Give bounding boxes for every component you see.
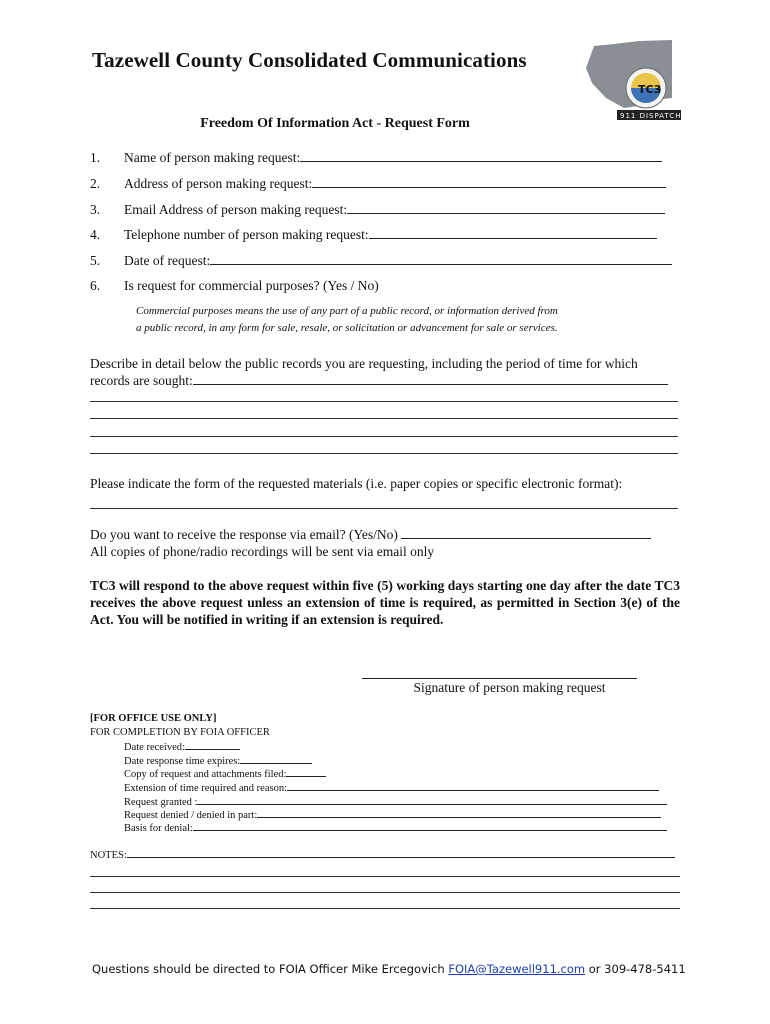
- office-date-expires: Date response time expires:: [124, 754, 312, 767]
- logo-caption: 911 DISPATCH: [620, 112, 682, 120]
- office-use-subheading: FOR COMPLETION BY FOIA OFFICER: [90, 727, 270, 738]
- field-name: 1. Name of person making request:: [90, 150, 662, 166]
- field-telephone: 4. Telephone number of person making request:: [90, 227, 657, 243]
- footer-contact: Questions should be directed to FOIA Officer Mike Ercegovich FOIA@Tazewell911.com or 309-478-5411: [92, 962, 686, 976]
- address-input-line[interactable]: [312, 176, 666, 188]
- recordings-note: All copies of phone/radio recordings will be sent via email only: [90, 544, 435, 559]
- notes-line[interactable]: [90, 908, 680, 909]
- logo-text: TC3: [638, 83, 662, 96]
- telephone-input-line[interactable]: [369, 227, 657, 239]
- document-title: Tazewell County Consolidated Communications: [92, 48, 527, 72]
- materials-line[interactable]: [90, 508, 678, 509]
- notes-line[interactable]: [90, 892, 680, 893]
- signature-label: Signature of person making request: [413, 680, 606, 695]
- records-line[interactable]: [90, 453, 678, 454]
- office-use-heading: [FOR OFFICE USE ONLY]: [90, 713, 217, 724]
- office-copy-filed: Copy of request and attachments filed:: [124, 767, 326, 780]
- describe-records-prompt: Describe in detail below the public records you are requesting, including the period of time for which records are sought:: [90, 355, 680, 389]
- foia-email-link[interactable]: FOIA@Tazewell911.com: [448, 962, 586, 976]
- notes-line[interactable]: [127, 848, 675, 858]
- email-input-line[interactable]: [347, 202, 665, 214]
- form-title: Freedom Of Information Act - Request Form: [200, 116, 470, 131]
- field-commercial[interactable]: 6. Is request for commercial purposes? (Yes / No): [90, 278, 379, 293]
- date-input-line[interactable]: [210, 253, 672, 265]
- office-extension: Extension of time required and reason:: [124, 781, 659, 794]
- records-line[interactable]: [90, 418, 678, 419]
- notes-line[interactable]: [90, 876, 680, 877]
- response-notice: TC3 will respond to the above request within five (5) working days starting one day after the date TC3 receives the above request unless an extension of time is required, as permitted in Section 3(e) of the Act. You will be notified in writing if an extension is required.: [90, 578, 680, 627]
- commercial-note: Commercial purposes means the use of any part of a public record, or information derived from a public record, in any form for sale, resale, or solicitation or advancement for sale or services.: [136, 305, 558, 334]
- office-date-received: Date received:: [124, 740, 240, 753]
- office-request-denied: Request denied / denied in part:: [124, 808, 661, 821]
- tc3-logo: [584, 38, 684, 122]
- field-email: 3. Email Address of person making request:: [90, 202, 665, 218]
- signature-line[interactable]: [362, 678, 637, 679]
- field-address: 2. Address of person making request:: [90, 176, 666, 192]
- office-basis-denial: Basis for denial:: [124, 821, 667, 834]
- email-response-question: Do you want to receive the response via email? (Yes/No) All copies of phone/radio recordings will be sent via email only: [90, 526, 680, 560]
- records-line[interactable]: [90, 401, 678, 402]
- office-request-granted: Request granted :: [124, 795, 667, 808]
- notes-label: NOTES:: [90, 848, 675, 861]
- email-response-input-line[interactable]: [401, 527, 651, 539]
- records-input-line[interactable]: [193, 373, 668, 385]
- field-date: 5. Date of request:: [90, 253, 672, 269]
- name-input-line[interactable]: [300, 150, 662, 162]
- records-line[interactable]: [90, 436, 678, 437]
- materials-form-prompt: Please indicate the form of the requested materials (i.e. paper copies or specific electronic format):: [90, 476, 623, 491]
